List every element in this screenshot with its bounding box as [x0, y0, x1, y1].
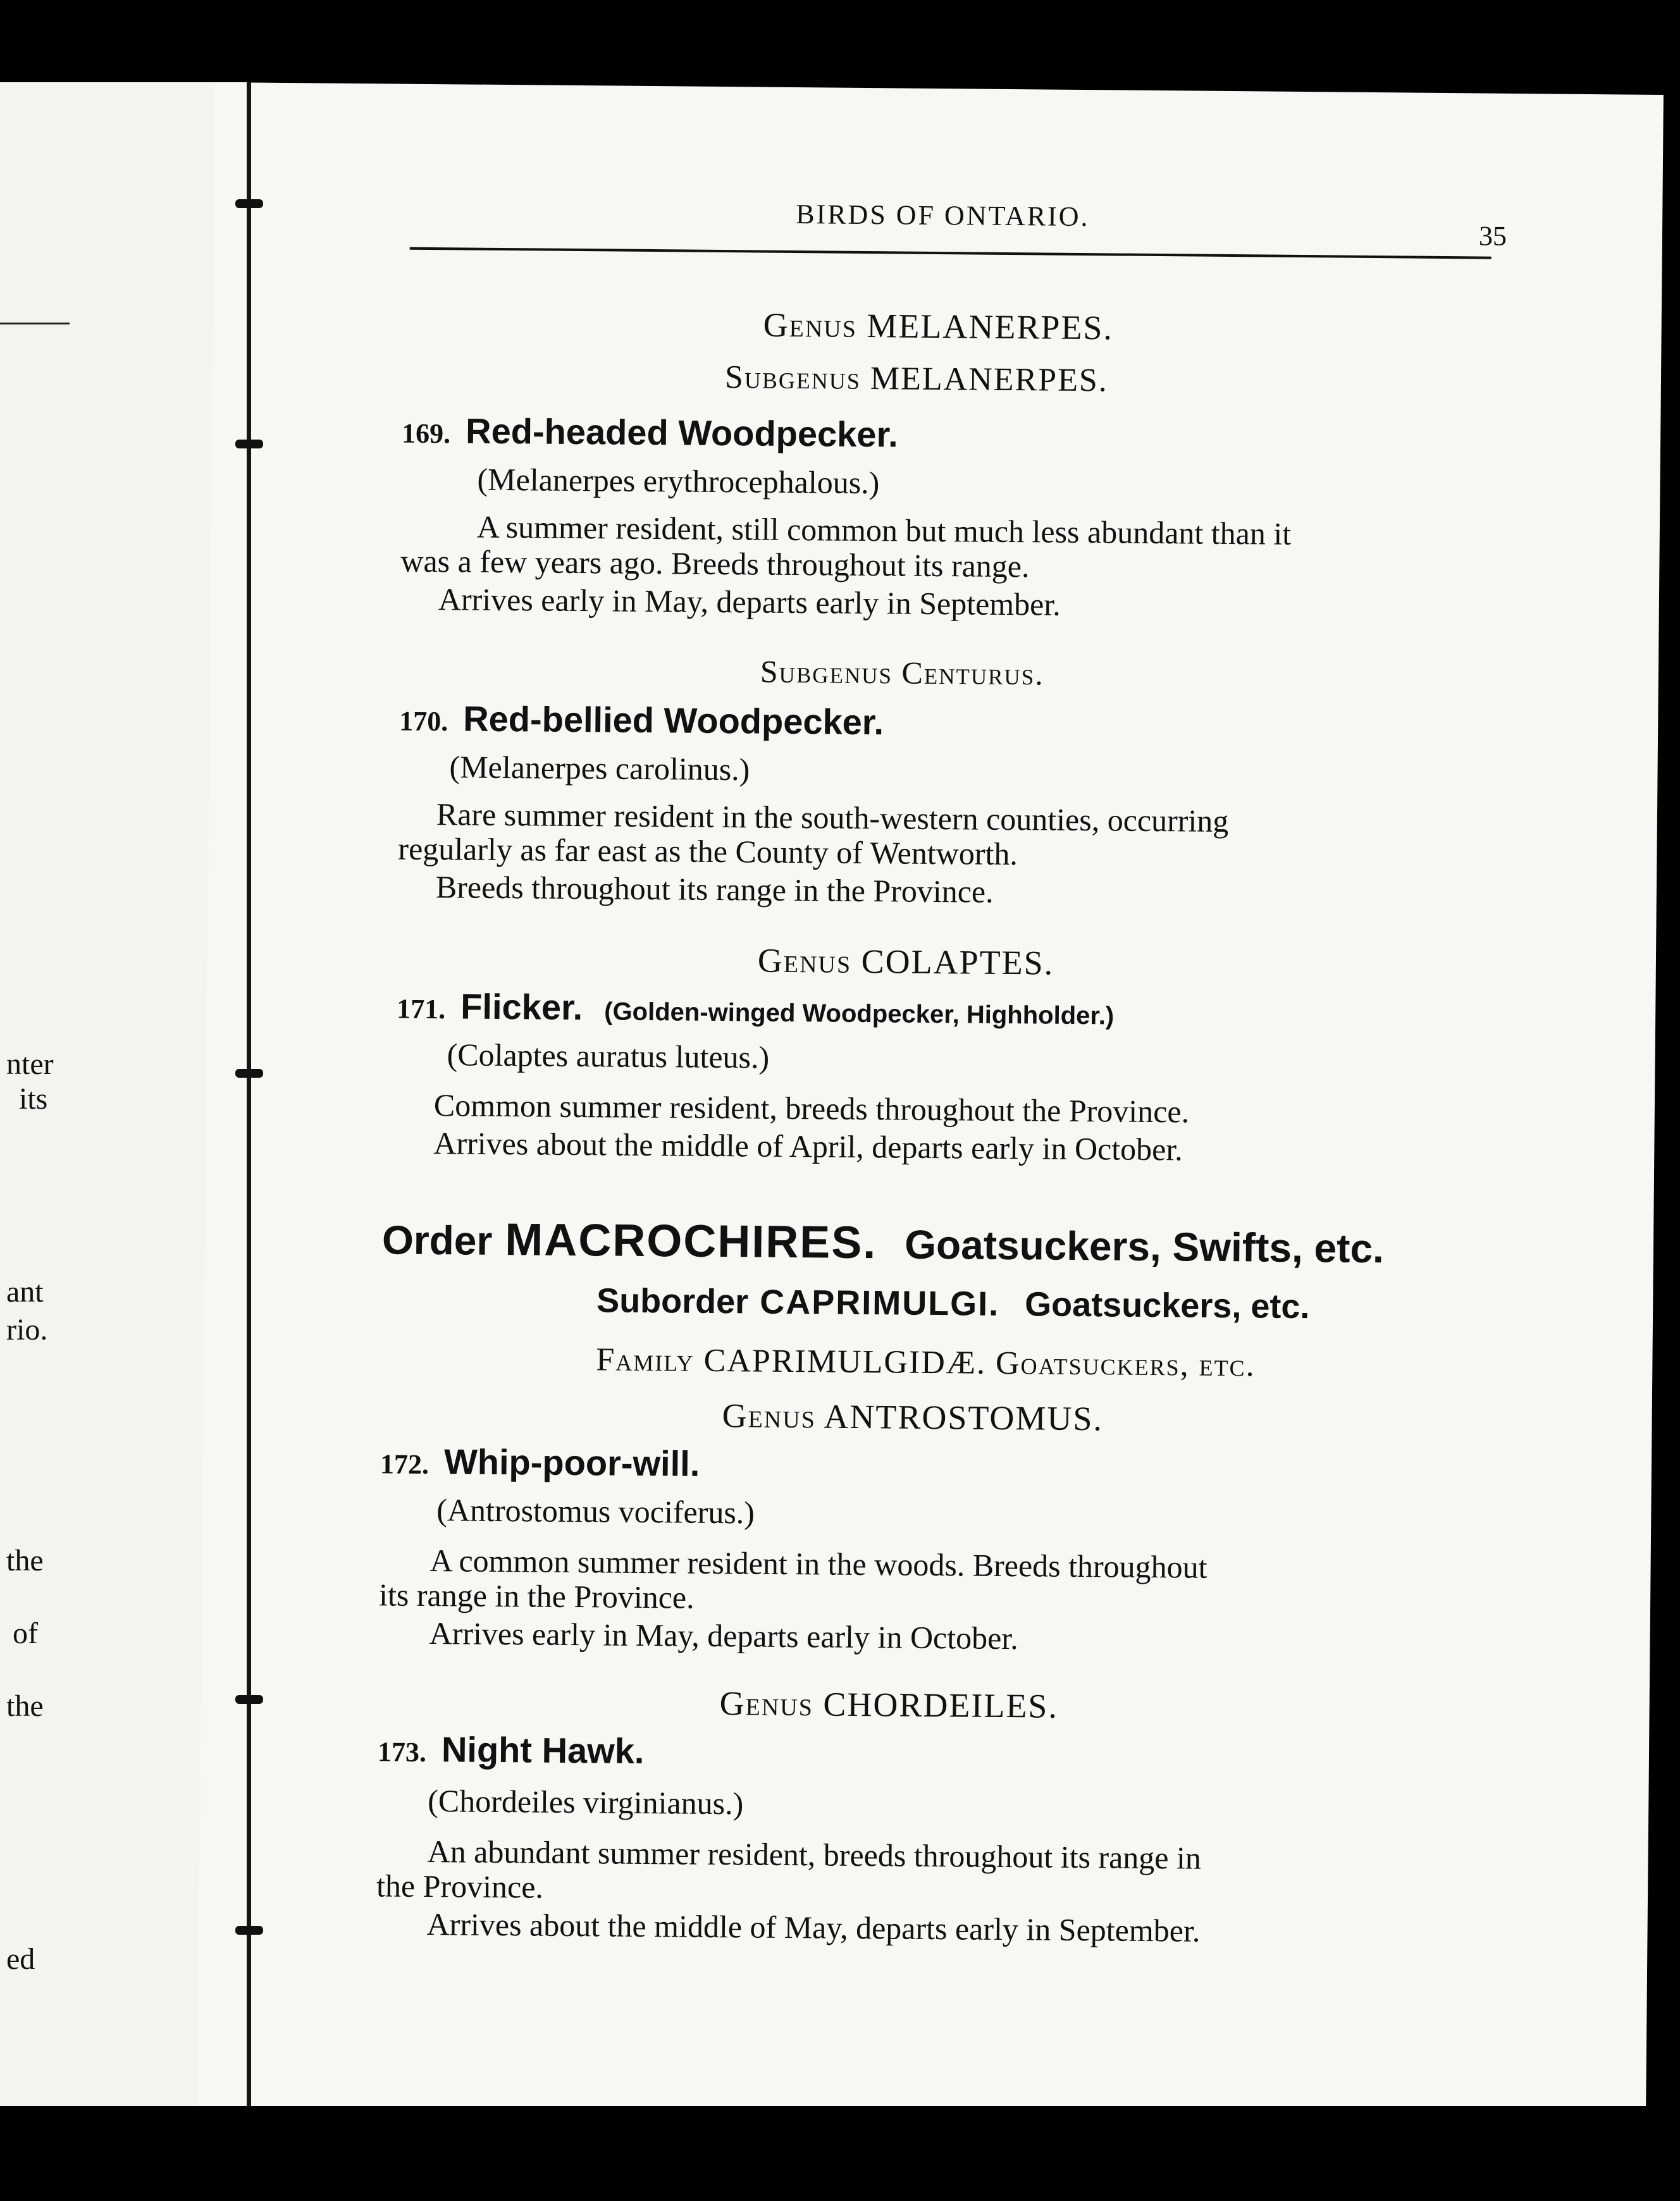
latin-name: (Melanerpes erythrocephalous.) [477, 461, 880, 501]
species-number: 173. [377, 1736, 427, 1768]
species-name: Red-bellied Woodpecker. [462, 698, 884, 743]
latin-name: (Antrostomus vociferus.) [436, 1492, 755, 1531]
suborder-common-name: Goatsuckers, etc. [1024, 1285, 1310, 1326]
facing-page-rule [0, 323, 70, 324]
description-line: Arrives early in May, departs early in September. [438, 581, 1061, 622]
order-label: Order [381, 1217, 493, 1264]
order-common-name: Goatsuckers, Swifts, etc. [904, 1221, 1385, 1272]
species-entry [402, 410, 898, 455]
facing-page-fragment: ed [6, 1942, 35, 1976]
species-number: 170. [398, 705, 448, 737]
description-line: A common summer resident in the woods. Breeds throughout [429, 1543, 1208, 1585]
description-line: Arrives early in May, departs early in October. [429, 1615, 1018, 1656]
facing-page-fragment: rio. [6, 1313, 48, 1347]
suborder-label: Suborder [596, 1281, 749, 1321]
latin-name: (Colaptes auratus luteus.) [447, 1037, 770, 1075]
description-line: Rare summer resident in the south-western counties, occurring [436, 796, 1229, 839]
description-line: its range in the Province. [378, 1577, 695, 1615]
genus-heading: Genus COLAPTES. [757, 941, 1054, 982]
description-line: the Province. [376, 1868, 544, 1905]
description-line: was a few years ago. Breeds throughout its range. [400, 543, 1030, 584]
species-number: 169. [401, 417, 451, 450]
description-line: Common summer resident, breeds throughout the Province. [433, 1087, 1190, 1130]
binding-stitch [235, 1926, 263, 1935]
order-name: MACROCHIRES. [504, 1214, 877, 1269]
subgenus-heading: Subgenus MELANERPES. [724, 359, 1109, 399]
latin-name: (Melanerpes carolinus.) [449, 749, 750, 787]
latin-name: (Chordeiles virginianus.) [428, 1783, 744, 1822]
facing-page-fragment: its [19, 1082, 48, 1116]
species-name: Flicker. [460, 986, 583, 1028]
genus-heading: Genus ANTROSTOMUS. [722, 1396, 1104, 1438]
book-page [197, 82, 1664, 2119]
facing-page-fragment: nter [6, 1047, 54, 1081]
species-name: Night Hawk. [441, 1729, 645, 1772]
facing-page-fragment: of [13, 1617, 38, 1650]
facing-page-fragment: ant [6, 1275, 44, 1309]
facing-page-fragment: the [6, 1544, 44, 1577]
species-name: Whip-poor-will. [443, 1441, 700, 1484]
genus-heading: Genus CHORDEILES. [719, 1684, 1059, 1725]
suborder-heading [596, 1281, 1310, 1326]
facing-page-fragment: the [6, 1689, 44, 1723]
suborder-name: CAPRIMULGI. [759, 1283, 1000, 1323]
species-number: 172. [380, 1448, 429, 1481]
species-entry [399, 698, 884, 743]
scan-border [0, 2106, 1680, 2201]
description-line: regularly as far east as the County of Wentworth. [398, 830, 1018, 872]
species-entry [378, 1728, 645, 1772]
species-number: 171. [397, 993, 446, 1025]
order-heading [382, 1212, 1385, 1273]
subgenus-heading: Subgenus Centurus. [760, 653, 1044, 692]
description-line: Arrives about the middle of May, departs early in September. [426, 1906, 1201, 1949]
description-line: Breeds throughout its range in the Province. [435, 869, 994, 909]
description-line: An abundant summer resident, breeds throughout its range in [427, 1834, 1202, 1876]
binding-stitch [235, 199, 263, 208]
binding-thread [247, 82, 251, 2106]
binding-stitch [235, 1069, 263, 1078]
description-line: A summer resident, still common but much less abundant than it [476, 509, 1292, 552]
description-line: Arrives about the middle of April, departs early in October. [433, 1125, 1183, 1168]
species-name: Red-headed Woodpecker. [465, 410, 899, 455]
binding-stitch [235, 440, 263, 448]
species-entry [380, 1440, 700, 1484]
species-entry [397, 985, 1115, 1033]
page-number: 35 [1478, 220, 1507, 252]
family-heading: Family CAPRIMULGIDÆ. Goatsuckers, etc. [596, 1341, 1256, 1384]
species-alias: (Golden-winged Woodpecker, Highholder.) [604, 997, 1115, 1030]
header-rule [410, 247, 1492, 259]
binding-stitch [235, 1695, 263, 1704]
running-title: BIRDS OF ONTARIO. [796, 199, 1090, 233]
genus-heading: Genus MELANERPES. [763, 305, 1114, 347]
